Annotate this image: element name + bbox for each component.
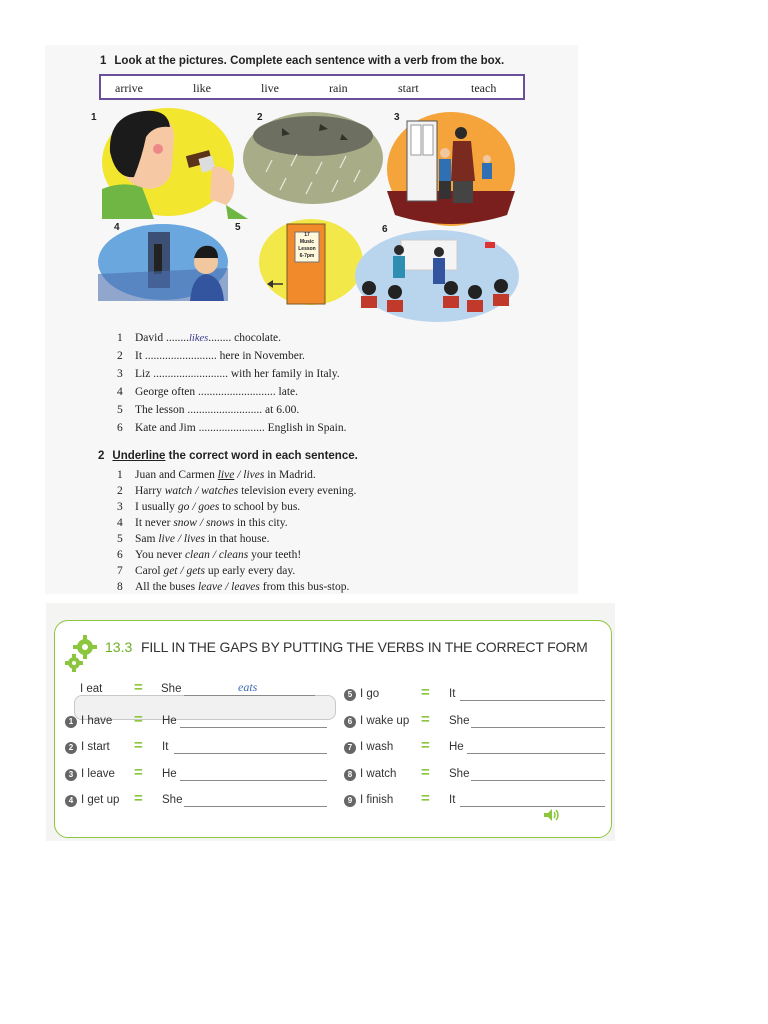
ex1-sentence: 1 David ........likes........ chocolate.	[117, 332, 282, 344]
ex2-sentence: 7 Carol get / gets up early every day.	[117, 565, 296, 577]
picture-man-late	[98, 222, 228, 301]
item-number-badge: 2	[65, 742, 77, 754]
answer-gap[interactable]	[460, 700, 605, 701]
exercise-number: 13.3	[105, 639, 133, 655]
item-number-badge: 3	[65, 769, 77, 781]
picture-number: 6	[382, 224, 388, 235]
example-verb: I eat	[80, 683, 103, 695]
verb-word: start	[398, 81, 419, 95]
equals-sign: =	[421, 684, 430, 701]
picture-number: 4	[114, 222, 120, 233]
pronoun: She	[449, 768, 470, 780]
ex1-sentence: 4 George often ........................... late.	[117, 386, 298, 398]
pronoun: It	[449, 794, 456, 806]
equals-sign: =	[421, 764, 430, 781]
answer-gap[interactable]	[467, 753, 605, 754]
verb-word: live	[261, 81, 279, 95]
music-lesson-sign: 17 Music Lesson 6-7pm	[298, 232, 316, 259]
pronoun: It	[162, 741, 169, 753]
picture-boy-eating-chocolate	[102, 107, 248, 219]
equals-sign: =	[134, 737, 143, 754]
answer-gap[interactable]	[174, 753, 327, 754]
item-number-badge: 1	[65, 716, 77, 728]
ex2-sentence: 3 I usually go / goes to school by bus.	[117, 501, 301, 513]
ex1-sentence: 3 Liz .......................... with her family in Italy.	[117, 368, 340, 380]
textbook-page	[45, 45, 578, 594]
equals-sign: =	[421, 711, 430, 728]
base-verb: I have	[81, 715, 113, 727]
answer-gap[interactable]	[471, 780, 605, 781]
pronoun: It	[449, 688, 456, 700]
picture-number: 1	[91, 112, 97, 123]
answer-gap[interactable]	[184, 806, 327, 807]
ex2-sentence: 6 You never clean / cleans your teeth!	[117, 549, 302, 561]
pronoun: He	[162, 715, 177, 727]
ex2-sentence: 4 It never snow / snows in this city.	[117, 517, 288, 529]
exercise-title: FILL IN THE GAPS BY PUTTING THE VERBS IN THE CORRECT FORM	[141, 639, 588, 655]
verb-box	[99, 74, 525, 100]
item-number-badge: 6	[344, 716, 356, 728]
equals-sign: =	[134, 679, 143, 696]
picture-rain	[242, 110, 384, 206]
ex1-sentence: 5 The lesson .......................... at 6.00.	[117, 404, 300, 416]
ex2-sentence: 5 Sam live / lives in that house.	[117, 533, 270, 545]
ex2-sentence: 8 All the buses leave / leaves from this bus-stop.	[117, 581, 350, 593]
picture-number: 5	[235, 222, 241, 233]
verb-word: like	[193, 81, 211, 95]
verb-word: rain	[329, 81, 348, 95]
item-number-badge: 7	[344, 742, 356, 754]
ex1-sentence: 2 It ......................... here in November.	[117, 350, 305, 362]
item-number-badge: 9	[344, 795, 356, 807]
item-number-badge: 4	[65, 795, 77, 807]
answer-gap[interactable]	[471, 727, 605, 728]
exercise-2-heading: 2 Underline the correct word in each sentence.	[98, 450, 358, 462]
ex2-sentence: 2 Harry watch / watches television every evening.	[117, 485, 357, 497]
underlined-choice: live	[217, 469, 235, 481]
equals-sign: =	[134, 711, 143, 728]
equals-sign: =	[421, 737, 430, 754]
base-verb: I go	[360, 688, 380, 700]
base-verb: I finish	[360, 794, 394, 806]
pronoun: He	[449, 741, 464, 753]
equals-sign: =	[421, 790, 430, 807]
ex1-sentence: 6 Kate and Jim ....................... English in Spain.	[117, 422, 347, 434]
example-pronoun: She	[161, 683, 182, 695]
pronoun: He	[162, 768, 177, 780]
speaker-icon[interactable]	[543, 808, 561, 822]
gear-icon	[65, 633, 101, 673]
picture-number: 3	[394, 112, 400, 123]
picture-classroom	[355, 228, 519, 324]
example-box	[74, 695, 336, 720]
pronoun: She	[449, 715, 470, 727]
verb-word: teach	[471, 81, 497, 95]
answer-gap	[184, 695, 315, 696]
item-number-badge: 5	[344, 689, 356, 701]
base-verb: I watch	[360, 768, 397, 780]
picture-family-at-door	[387, 111, 515, 227]
base-verb: I wake up	[360, 715, 410, 727]
pronoun: She	[162, 794, 183, 806]
equals-sign: =	[134, 790, 143, 807]
answer-gap[interactable]	[180, 727, 327, 728]
handwritten-answer: likes	[188, 333, 209, 344]
handwritten-example-answer: eats	[238, 680, 258, 694]
answer-gap[interactable]	[180, 780, 327, 781]
base-verb: I get up	[81, 794, 120, 806]
base-verb: I leave	[81, 768, 115, 780]
verb-word: arrive	[115, 81, 143, 95]
exercise-1-heading: 1 Look at the pictures. Complete each sentence with a verb from the box.	[100, 55, 505, 67]
base-verb: I wash	[360, 741, 394, 753]
item-number-badge: 8	[344, 769, 356, 781]
base-verb: I start	[81, 741, 110, 753]
equals-sign: =	[134, 764, 143, 781]
answer-gap[interactable]	[460, 806, 605, 807]
picture-number: 2	[257, 112, 263, 123]
ex2-sentence: 1 Juan and Carmen live / lives in Madrid.	[117, 469, 316, 481]
